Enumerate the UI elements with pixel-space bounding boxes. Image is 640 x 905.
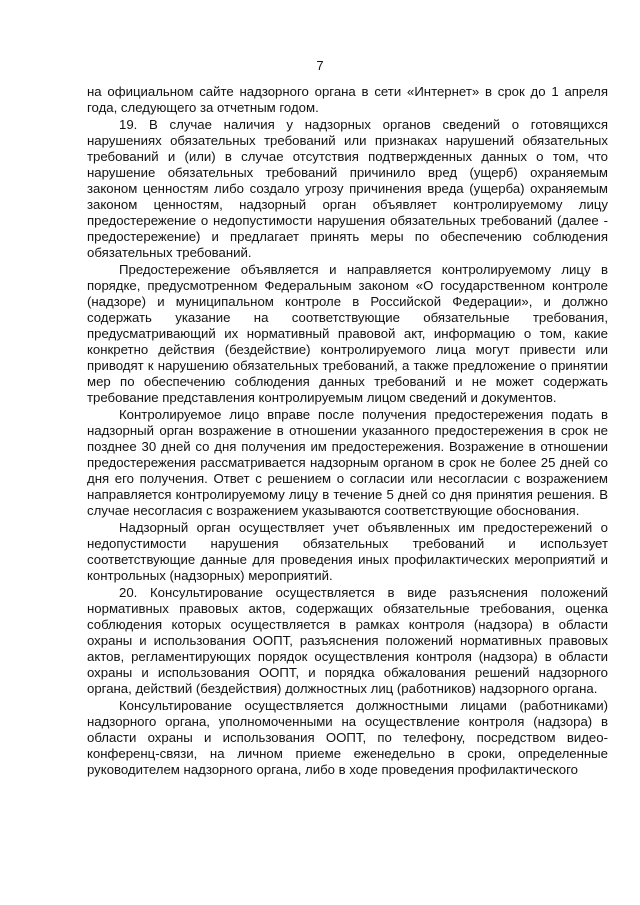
paragraph-continuation: на официальном сайте надзорного органа в сети «Интернет» в срок до 1 апреля года, следующего за отчетным годом. xyxy=(87,84,608,115)
paragraph-warning-accounting: Надзорный орган осуществляет учет объявленных им предостережений о недопустимости нарушения обязательных требований и использует соответствующие данные для проведения иных профилактических мероприятий и контрольных (надзорных) мероприятий. xyxy=(87,520,608,583)
paragraph-20: 20. Консультирование осуществляется в виде разъяснения положений нормативных правовых актов, содержащих обязательные требования, оценка соблюдения которых осуществляется в рамках контроля (надзора) в области охраны и использования ООПТ, разъяснения положений нормативных правовых актов, регламентирующих порядок осуществления контроля (надзора) в области охраны и использования ООПТ, и порядка обжалования решений надзорного органа, действий (бездействия) должностных лиц (работников) надзорного органа. xyxy=(87,585,608,696)
paragraph-consulting: Консультирование осуществляется должностными лицами (работниками) надзорного органа, уполномоченными на осуществление контроля (надзора) в области охраны и использования ООПТ, по телефону, посредством видео-конференц-связи, на личном приеме еженедельно в сроки, определенные руководителем надзорного органа, либо в ходе проведения профилактического xyxy=(87,698,608,777)
paragraph-warning-procedure: Предостережение объявляется и направляется контролируемому лицу в порядке, предусмотренном Федеральным законом «О государственном контроле (надзоре) и муниципальном контроле в Российской Федерации», и должно содержать указание на соответствующие обязательные требования, предусматривающий их нормативный правовой акт, информацию о том, какие конкретно действия (бездействие) контролируемого лица могут привести или приводят к нарушению обязательных требований, а также предложение о принятии мер по обеспечению соблюдения данных требований и не может содержать требование представления контролируемым лицом сведений и документов. xyxy=(87,262,608,405)
page-number: 7 xyxy=(316,58,324,73)
document-body xyxy=(87,84,608,778)
paragraph-objection: Контролируемое лицо вправе после получения предостережения подать в надзорный орган возражение в отношении указанного предостережения в срок не позднее 30 дней со дня получения им предостережения. Возражение в отношении предостережения рассматривается надзорным органом в срок не более 25 дней со дня его получения. Ответ с решением о согласии или несогласии с возражением направляется контролируемому лицу в течение 5 дней со дня принятия решения. В случае несогласия с возражением указываются соответствующие обоснования. xyxy=(87,407,608,518)
paragraph-19: 19. В случае наличия у надзорных органов сведений о готовящихся нарушениях обязательных требований или признаках нарушений обязательных требований и (или) в случае отсутствия подтвержденных данных о том, что нарушение обязательных требований причинило вред (ущерб) охраняемым законом ценностям либо создало угрозу причинения вреда (ущерба) охраняемым законом ценностям, надзорный орган объявляет контролируемому лицу предостережение о недопустимости нарушения обязательных требований (далее - предостережение) и предлагает принять меры по обеспечению соблюдения обязательных требований. xyxy=(87,117,608,260)
